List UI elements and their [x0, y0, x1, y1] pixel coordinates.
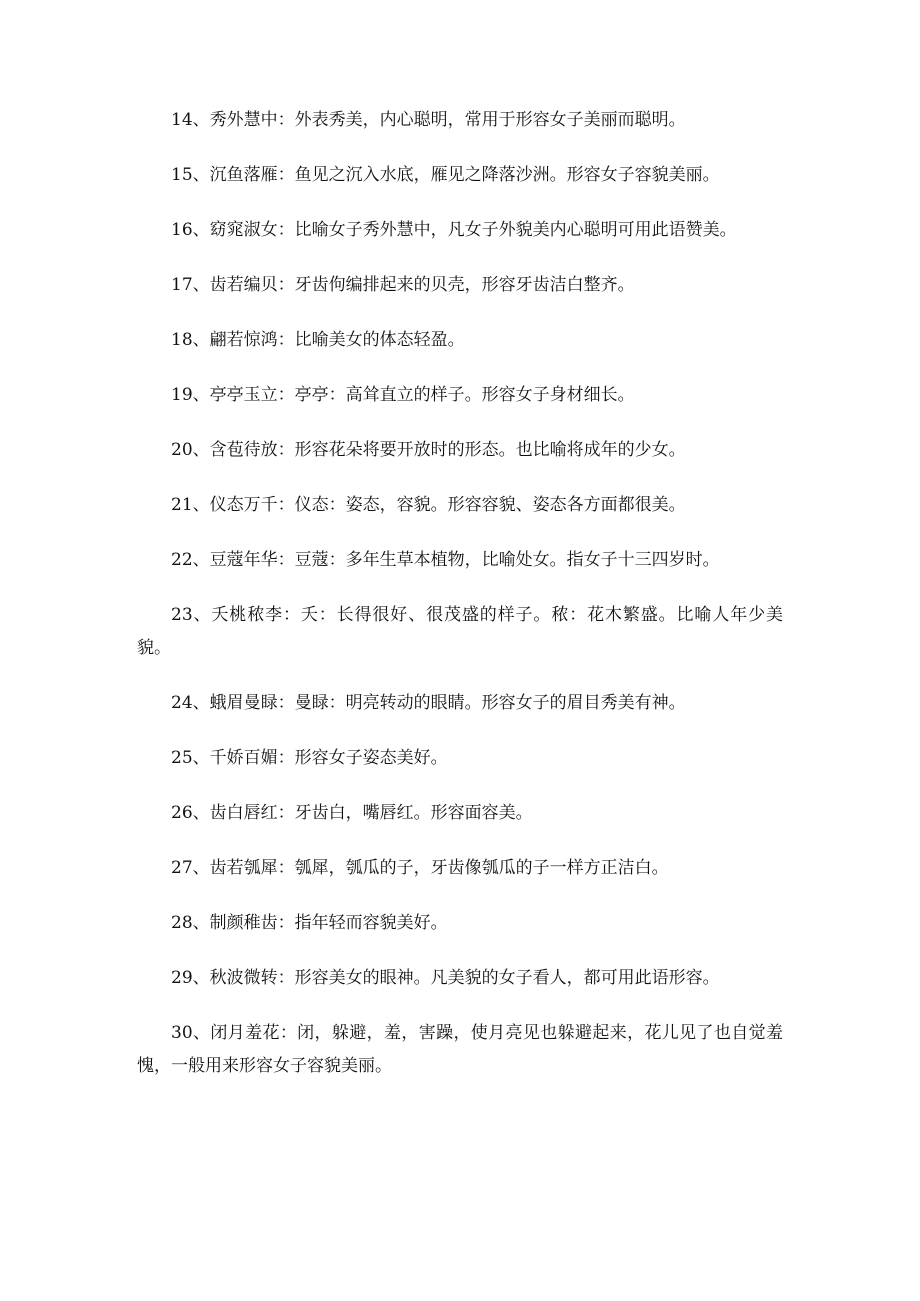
idiom-entry-14: 14、秀外慧中：外表秀美，内心聪明，常用于形容女子美丽而聪明。: [171, 110, 686, 130]
idiom-entry-29: 29、秋波微转：形容美女的眼神。凡美貌的女子看人，都可用此语形容。: [171, 968, 720, 988]
idiom-entry-23: 23、夭桃秾李：夭：长得很好、很茂盛的样子。秾：花木繁盛。比喻人年少美貌。: [137, 605, 783, 658]
idiom-list: [137, 104, 783, 1105]
idiom-entry-28: 28、制颜稚齿：指年轻而容貌美好。: [171, 913, 448, 933]
idiom-entry-20: 20、含苞待放：形容花朵将要开放时的形态。也比喻将成年的少女。: [171, 440, 686, 460]
idiom-entry-17: 17、齿若编贝：牙齿佝编排起来的贝壳，形容牙齿洁白整齐。: [171, 275, 635, 295]
idiom-entry-22: 22、豆蔻年华：豆蔻：多年生草本植物，比喻处女。指女子十三四岁时。: [171, 550, 720, 570]
idiom-entry-15: 15、沉鱼落雁：鱼见之沉入水底，雁见之降落沙洲。形容女子容貌美丽。: [171, 165, 720, 185]
idiom-entry-18: 18、翩若惊鸿：比喻美女的体态轻盈。: [171, 330, 465, 350]
idiom-entry-19: 19、亭亭玉立：亭亭：高耸直立的样子。形容女子身材细长。: [171, 385, 635, 405]
idiom-entry-21: 21、仪态万千：仪态：姿态，容貌。形容容貌、姿态各方面都很美。: [171, 495, 686, 515]
idiom-entry-16: 16、窈窕淑女：比喻女子秀外慧中，凡女子外貌美内心聪明可用此语赞美。: [171, 220, 737, 240]
idiom-entry-26: 26、齿白唇红：牙齿白，嘴唇红。形容面容美。: [171, 803, 533, 823]
idiom-entry-25: 25、千娇百媚：形容女子姿态美好。: [171, 748, 448, 768]
idiom-entry-27: 27、齿若瓠犀：瓠犀，瓠瓜的子，牙齿像瓠瓜的子一样方正洁白。: [171, 858, 669, 878]
idiom-entry-24: 24、蛾眉曼睩：曼睩：明亮转动的眼睛。形容女子的眉目秀美有神。: [171, 693, 686, 713]
idiom-entry-30: 30、闭月羞花：闭，躲避，羞，害躁，使月亮见也躲避起来，花儿见了也自觉羞愧，一般用来形容女子容貌美丽。: [137, 1023, 783, 1076]
